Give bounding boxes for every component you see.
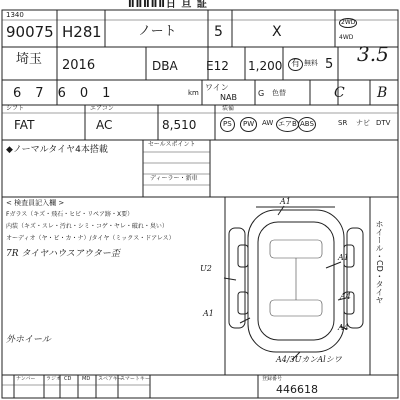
aircon-label: エアコン bbox=[90, 105, 114, 112]
aircon-value: AC bbox=[96, 118, 113, 132]
sales-point-text: ◆ノーマルタイヤ4本搭載 bbox=[6, 145, 108, 155]
wheel-front-left bbox=[238, 245, 248, 267]
dealer-new-car-box: ディーラー・新車 bbox=[150, 175, 198, 182]
color-name: ワイン bbox=[205, 83, 229, 92]
right-side-view bbox=[347, 228, 363, 328]
footer-label: スペアキー bbox=[98, 376, 123, 382]
equip-abs-circled: ABS bbox=[298, 117, 316, 132]
footer-label: ラジオ bbox=[46, 376, 62, 382]
damage-mark: A4 bbox=[340, 292, 351, 301]
damage-mark: A1 bbox=[203, 309, 214, 318]
footer-label: MD bbox=[82, 376, 91, 382]
displacement: 1,200 bbox=[248, 59, 283, 73]
equip-airbag-circled: エアB bbox=[276, 117, 299, 132]
damage-mark: U2 bbox=[200, 264, 212, 273]
first-reg-month: 1 bbox=[92, 23, 102, 41]
wheel-rear-left bbox=[238, 292, 248, 314]
inspector-line-glass: Fガラス（キズ・飛石・ヒビ・リペア跡・X要） bbox=[6, 211, 134, 218]
shift-value: FAT bbox=[14, 118, 35, 132]
inspector-line-interior: 内装（キズ・スレ・汚れ・シミ・コゲ・ヤレ・破れ・臭い） bbox=[6, 223, 168, 230]
exterior-grade: B bbox=[377, 85, 388, 101]
fuel-circled: 有 bbox=[288, 58, 303, 71]
damage-mark: A1 bbox=[338, 253, 349, 262]
car-name: ノート bbox=[138, 24, 177, 39]
shift-label: シフト bbox=[6, 105, 25, 112]
equip-ps-circled: PS bbox=[220, 117, 235, 132]
inspection-mileage: 8,510 bbox=[162, 118, 197, 132]
inspector-line-audio: オーディオ（ヤ・ビ・カ・ナ）/タイヤ（ミックス・ドアレス） bbox=[6, 235, 175, 242]
rear-window bbox=[270, 300, 322, 316]
reg-number-label: 登録番号 bbox=[262, 376, 283, 382]
side-dimension-label: ホイール・CD・タイヤ bbox=[375, 220, 384, 304]
km-label: km bbox=[188, 89, 199, 97]
inspector-header: < 検査員記入欄 > bbox=[6, 199, 65, 207]
prefecture: 埼玉 bbox=[16, 52, 43, 67]
drive-4wd: 4WD bbox=[339, 34, 354, 41]
model-code-prefix: DBA bbox=[152, 59, 178, 73]
footer-label: スマートキー bbox=[120, 376, 150, 382]
mileage-digit: 7 bbox=[35, 86, 58, 101]
exhibit-number-label: 1340 bbox=[6, 11, 24, 19]
model-code: E12 bbox=[206, 59, 229, 73]
mileage-digits bbox=[13, 87, 124, 100]
sales-point-header: セールスポイント bbox=[148, 141, 196, 148]
color-code: NAB bbox=[220, 93, 237, 102]
footer-label: ナンバー bbox=[16, 376, 36, 382]
color-change-label: 色替 bbox=[272, 89, 286, 97]
interior-grade: C bbox=[334, 85, 345, 101]
first-reg-era-year: H28 bbox=[62, 23, 93, 41]
sheet-title-partial: ⅡⅡⅡⅡⅡ日 旦 証 bbox=[128, 0, 208, 10]
drive-2wd-circled: 2WD bbox=[341, 19, 356, 26]
equip-sr: SR bbox=[338, 119, 348, 127]
auction-score: 3.5 bbox=[357, 42, 389, 66]
equip-pw-circled: PW bbox=[240, 117, 257, 132]
door-count: 5 bbox=[214, 24, 223, 40]
mileage-digit: 6 bbox=[57, 86, 80, 101]
damage-mark: A4 bbox=[338, 323, 349, 332]
registration-number: 446618 bbox=[276, 383, 318, 396]
damage-mark: A1 bbox=[280, 197, 291, 206]
seats: 5 bbox=[325, 57, 334, 72]
inspector-note-wheel: 外ホイール bbox=[6, 335, 51, 345]
exhibit-number: 90075 bbox=[6, 23, 54, 41]
equip-aw: AW bbox=[262, 119, 274, 127]
windshield bbox=[270, 240, 322, 258]
footer-label: CD bbox=[64, 376, 72, 382]
fuel-label: 無料 bbox=[304, 59, 318, 67]
inspector-note-housing: 7R タイヤハウスアウター歪 bbox=[6, 249, 120, 259]
equip-dtv: DTV bbox=[376, 119, 391, 127]
mileage-digit: 1 bbox=[102, 86, 125, 101]
equip-navi: ナビ bbox=[356, 119, 370, 127]
equipment-label: 装備 bbox=[222, 105, 235, 112]
first-reg-year: 2016 bbox=[62, 58, 96, 73]
color-change: G bbox=[258, 89, 265, 98]
mileage-digit: 0 bbox=[79, 86, 103, 101]
damage-stroke bbox=[224, 278, 236, 280]
left-side-view bbox=[229, 228, 245, 328]
mileage-digit: 6 bbox=[13, 86, 36, 101]
bottom-damage-note: A4/3UカンAlシワ bbox=[276, 355, 342, 364]
grade: X bbox=[272, 24, 282, 40]
car-diagram bbox=[224, 206, 363, 360]
